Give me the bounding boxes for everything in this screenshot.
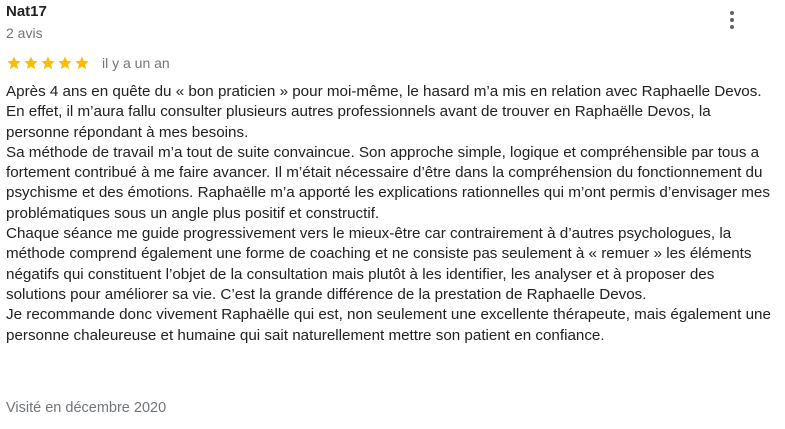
star-rating — [6, 55, 90, 71]
reviewer-review-count: 2 avis — [6, 25, 43, 41]
more-options-icon[interactable] — [722, 8, 742, 32]
rating-row — [6, 53, 170, 73]
review-date: il y a un an — [102, 55, 170, 71]
star-icon — [23, 55, 39, 71]
visit-date: Visité en décembre 2020 — [6, 400, 167, 416]
star-icon — [57, 55, 73, 71]
review-text — [6, 82, 778, 346]
star-icon — [6, 55, 22, 71]
star-icon — [40, 55, 56, 71]
review-paragraph: Sa méthode de travail m’a tout de suite convaincue. Son approche simple, logique et compréhensible par tous a fortement contribué à me faire avancer. Il m’était nécessaire d’être dans la compréhension du fonctionnement du psychisme et des émotions. Raphaëlle m’a apporté les explications rationnelles qui m’ont permis d’envisager mes problématiques sous un angle plus positif et constructif. — [6, 143, 770, 222]
review-paragraph: Après 4 ans en quête du « bon praticien » pour moi-même, le hasard m’a mis en relation avec Raphaelle Devos. En effet, il m’aura fallu consulter plusieurs autres professionnels avant de trouver en Raphaëlle Devos, la personne répondant à mes besoins. — [6, 83, 762, 141]
reviewer-name[interactable]: Nat17 — [6, 3, 47, 20]
review-paragraph: Chaque séance me guide progressivement vers le mieux-être car contrairement à d’autres psychologues, la méthode comprend également une forme de coaching et ne consiste pas seulement à « remuer » les éléments négatifs qui constituent l’objet de la consultation mais plutôt à les identifier, les analyser et à proposer des solutions pour améliorer sa vie. C’est la grande différence de la prestation de Raphaelle Devos. — [6, 225, 752, 303]
review-paragraph: Je recommande donc vivement Raphaëlle qui est, non seulement une excellente thérapeute, mais également une personne chaleureuse et humaine qui sait naturellement mettre son patient en confiance. — [6, 306, 771, 344]
star-icon — [74, 55, 90, 71]
